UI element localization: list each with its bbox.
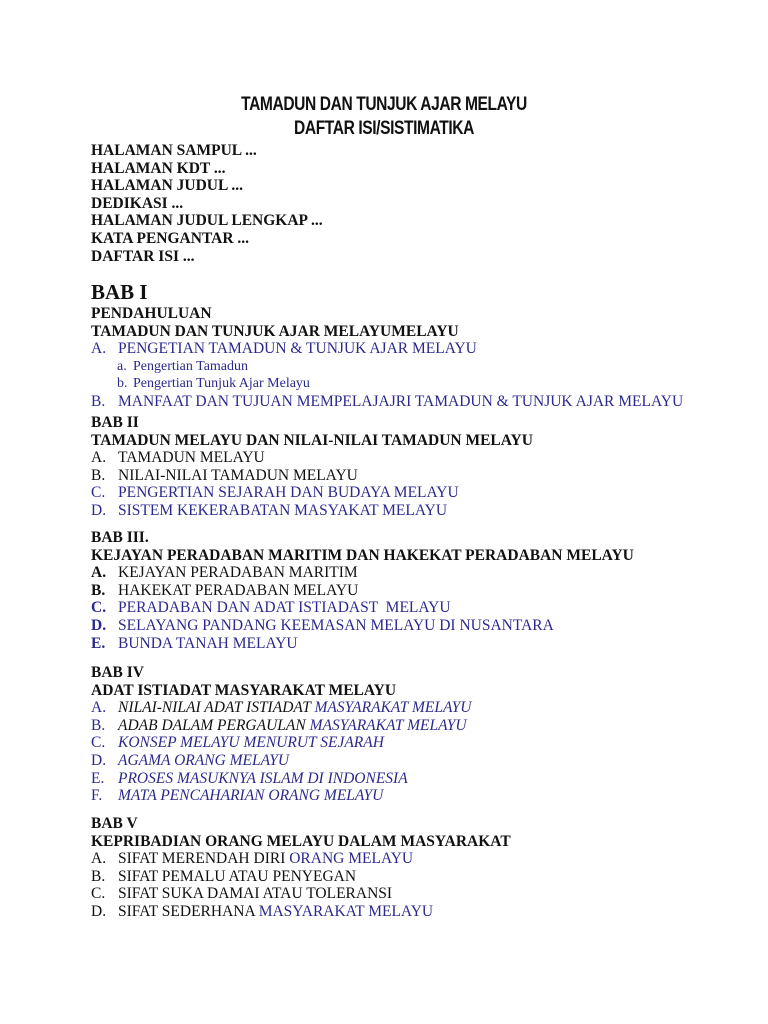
toc-item: D. AGAMA ORANG MELAYU bbox=[91, 751, 290, 769]
toc-item: D. SELAYANG PANDANG KEEMASAN MELAYU DI NUSANTARA bbox=[91, 616, 554, 634]
toc-item: E. PROSES MASUKNYA ISLAM DI INDONESIA bbox=[91, 769, 408, 787]
prelim-item: DAFTAR ISI ... bbox=[91, 247, 195, 265]
toc-item: E. BUNDA TANAH MELAYU bbox=[91, 634, 298, 652]
toc-item: C. KONSEP MELAYU MENURUT SEJARAH bbox=[91, 734, 384, 752]
title-line-2: DAFTAR ISI/SISTIMATIKA bbox=[294, 118, 474, 139]
toc-item: C. PENGERTIAN SEJARAH DAN BUDAYA MELAYU bbox=[91, 484, 459, 502]
toc-item: D. SIFAT SEDERHANA MASYARAKAT MELAYU bbox=[91, 902, 434, 920]
prelim-item: HALAMAN SAMPUL ... bbox=[91, 142, 257, 159]
toc-item: A. KEJAYAN PERADABAN MARITIM bbox=[91, 564, 358, 582]
chapter-subtitle: TAMADUN MELAYU DAN NILAI-NILAI TAMADUN MELAYU bbox=[91, 431, 533, 449]
toc-subitem: a. Pengertian Tamadun bbox=[117, 358, 249, 374]
chapter-bab-4 bbox=[91, 664, 471, 805]
chapter-label: BAB IV bbox=[91, 664, 144, 681]
prelim-item: DEDIKASI ... bbox=[91, 194, 184, 212]
prelim-item: HALAMAN KDT ... bbox=[91, 159, 226, 177]
toc-item: B. HAKEKAT PERADABAN MELAYU bbox=[91, 581, 359, 599]
chapter-bab-2 bbox=[91, 414, 533, 520]
toc-item: A. TAMADUN MELAYU bbox=[91, 449, 265, 467]
chapter-bab-1 bbox=[91, 281, 683, 411]
chapter-label: BAB I bbox=[91, 280, 148, 304]
chapter-label: BAB V bbox=[91, 815, 138, 832]
chapter-subtitle: PENDAHULUAN bbox=[91, 305, 212, 322]
toc-item: A. PENGETIAN TAMADUN & TUNJUK AJAR MELAYU bbox=[91, 340, 477, 358]
toc-item: A. NILAI-NILAI ADAT ISTIADAT MASYARAKAT MELAYU bbox=[91, 699, 472, 717]
chapter-subtitle: TAMADUN DAN TUNJUK AJAR MELAYUMELAYU bbox=[91, 322, 459, 340]
chapter-bab-5 bbox=[91, 815, 511, 921]
prelim-item: HALAMAN JUDUL LENGKAP ... bbox=[91, 212, 323, 230]
preliminary-pages-list bbox=[91, 142, 323, 265]
toc-item: F. MATA PENCAHARIAN ORANG MELAYU bbox=[91, 787, 384, 805]
toc-item: A. SIFAT MERENDAH DIRI ORANG MELAYU bbox=[91, 850, 414, 868]
chapter-subtitle: KEPRIBADIAN ORANG MELAYU DALAM MASYARAKAT bbox=[91, 832, 511, 850]
toc-item: B. NILAI-NILAI TAMADUN MELAYU bbox=[91, 466, 358, 484]
toc-item: B. SIFAT PEMALU ATAU PENYEGAN bbox=[91, 867, 357, 885]
chapter-bab-3 bbox=[91, 529, 634, 652]
prelim-item: KATA PENGANTAR ... bbox=[91, 229, 250, 247]
chapter-label: BAB III. bbox=[91, 529, 149, 546]
toc-subitem: b. Pengertian Tunjuk Ajar Melayu bbox=[117, 376, 310, 392]
chapter-label: BAB II bbox=[91, 414, 139, 431]
toc-item: C. PERADABAN DAN ADAT ISTIADAST MELAYU bbox=[91, 599, 451, 617]
chapter-subtitle: ADAT ISTIADAT MASYARAKAT MELAYU bbox=[91, 681, 397, 699]
toc-item: B. MANFAAT DAN TUJUAN MEMPELAJAJRI TAMADUN & TUNJUK AJAR MELAYU bbox=[91, 392, 684, 410]
title-line-1: TAMADUN DAN TUNJUK AJAR MELAYU bbox=[241, 94, 527, 115]
toc-item: D. SISTEM KEKERABATAN MASYAKAT MELAYU bbox=[91, 501, 448, 519]
toc-item: B. ADAB DALAM PERGAULAN MASYARAKAT MELAYU bbox=[91, 716, 467, 734]
toc-item: C. SIFAT SUKA DAMAI ATAU TOLERANSI bbox=[91, 885, 393, 903]
chapter-subtitle: KEJAYAN PERADABAN MARITIM DAN HAKEKAT PERADABAN MELAYU bbox=[91, 546, 634, 564]
prelim-item: HALAMAN JUDUL ... bbox=[91, 177, 243, 195]
document-title bbox=[0, 93, 768, 141]
